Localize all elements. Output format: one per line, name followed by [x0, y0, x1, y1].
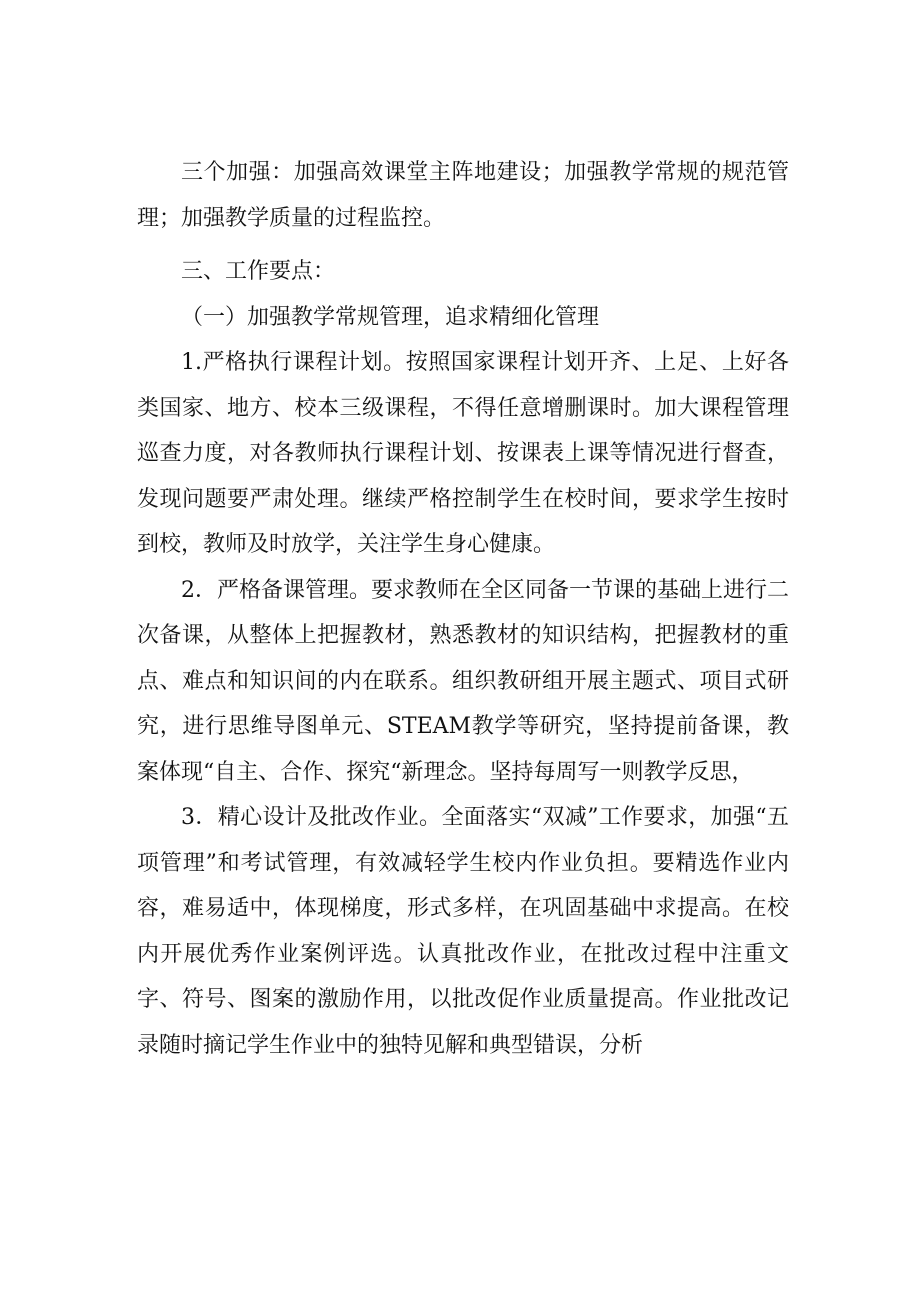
paragraph-item-1-curriculum-plan: 1.严格执行课程计划。按照国家课程计划开齐、上足、上好各类国家、地方、校本三级课程，不得任意增删课时。加大课程管理巡查力度，对各教师执行课程计划、按课表上课等情况进行督查，发现问题要严肃处理。继续严格控制学生在校时间，要求学生按时到校，教师及时放学，关注学生身心健康。: [137, 350, 789, 557]
paragraph-item-2-lesson-preparation: 2．严格备课管理。要求教师在全区同备一节课的基础上进行二次备课，从整体上把握教材，熟悉教材的知识结构，把握教材的重点、难点和知识间的内在联系。组织教研组开展主题式、项目式研究，进行思维导图单元、STEAM教学等研究，坚持提前备课，教案体现“自主、合作、探究“新理念。坚持每周写一则教学反思，: [137, 577, 789, 785]
paragraph-item-3-homework: 3．精心设计及批改作业。全面落实“双减”工作要求，加强“五项管理”和考试管理，有效减轻学生校内作业负担。要精选作业内容，难易适中，体现梯度，形式多样，在巩固基础中求提高。在校内开展优秀作业案例评选。认真批改作业，在批改过程中注重文字、符号、图案的激励作用，以批改促作业质量提高。作业批改记录随时摘记学生作业中的独特见解和典型错误，分析: [137, 805, 789, 1058]
section-heading-work-points: 三、工作要点：: [181, 259, 336, 284]
subsection-heading-teaching-routine: （一）加强教学常规管理，追求精细化管理: [181, 304, 600, 330]
paragraph-three-strengthenings: 三个加强：加强高效课堂主阵地建设；加强教学常规的规范管理；加强教学质量的过程监控。: [137, 160, 789, 231]
document-body: [137, 150, 789, 1068]
